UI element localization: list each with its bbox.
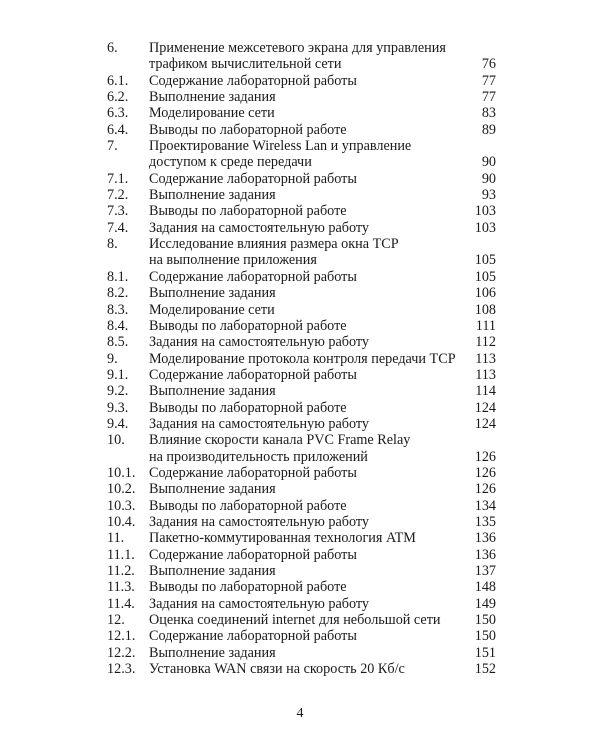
toc-entry [0, 318, 600, 334]
toc-entry-title: Содержание лабораторной работы [149, 72, 357, 89]
toc-entry-page: 150 [474, 612, 496, 629]
toc-entry-title: Задания на самостоятельную работу [149, 595, 369, 612]
toc-entry [0, 171, 600, 187]
toc-entry [0, 351, 600, 367]
toc-entry [0, 302, 600, 318]
toc-entry-number: 8.1. [107, 268, 129, 285]
toc-entry [0, 73, 600, 89]
toc-entry-number: 9.1. [107, 366, 129, 383]
toc-entry [0, 56, 600, 72]
toc-entry-page: 126 [474, 448, 496, 465]
toc-entry-page: 105 [474, 268, 496, 285]
toc-entry [0, 579, 600, 595]
toc-entry-page: 126 [474, 481, 496, 498]
toc-entry [0, 236, 600, 252]
toc-entry [0, 416, 600, 432]
toc-entry-title: Исследование влияния размера окна TCP [149, 236, 399, 253]
page-number: 4 [296, 706, 304, 721]
toc-entry [0, 383, 600, 399]
toc-entry-number: 6.4. [107, 121, 129, 138]
toc-entry [0, 449, 600, 465]
toc-entry-number: 7. [107, 138, 118, 155]
toc-entry-number: 8.2. [107, 285, 129, 302]
toc-entry-number: 6. [107, 40, 118, 56]
toc-entry-number: 12.3. [107, 661, 136, 678]
toc-entry-title: Содержание лабораторной работы [149, 170, 357, 187]
toc-entry-number: 11.4. [107, 595, 135, 612]
toc-entry-number: 11.1. [107, 546, 135, 563]
toc-entry-title: Выводы по лабораторной работе [149, 579, 347, 596]
table-of-contents [0, 40, 600, 677]
toc-entry-number: 6.2. [107, 89, 129, 106]
toc-entry [0, 367, 600, 383]
toc-entry-page: 150 [474, 628, 496, 645]
toc-entry-title: Задания на самостоятельную работу [149, 219, 369, 236]
toc-entry [0, 105, 600, 121]
toc-entry [0, 285, 600, 301]
toc-entry-title: Моделирование сети [149, 105, 275, 122]
toc-entry-page: 103 [474, 203, 496, 220]
toc-entry-page: 149 [474, 595, 496, 612]
toc-entry-title: Выводы по лабораторной работе [149, 203, 347, 220]
toc-entry [0, 530, 600, 546]
toc-entry-page: 76 [481, 56, 496, 73]
toc-entry-number: 10.2. [107, 481, 136, 498]
toc-entry-page: 136 [474, 530, 496, 547]
toc-entry-number: 6.1. [107, 72, 129, 89]
toc-entry-number: 12.2. [107, 644, 136, 661]
toc-entry [0, 596, 600, 612]
toc-entry-title: на производительность приложений [149, 448, 368, 465]
toc-entry-title: доступом к среде передачи [149, 154, 312, 171]
toc-entry-page: 126 [474, 464, 496, 481]
toc-entry [0, 645, 600, 661]
toc-entry [0, 138, 600, 154]
toc-entry-number: 9.3. [107, 399, 129, 416]
toc-entry-number: 7.2. [107, 187, 129, 204]
toc-entry-page: 136 [474, 546, 496, 563]
toc-entry-number: 8.4. [107, 317, 129, 334]
toc-entry-page: 148 [474, 579, 496, 596]
toc-entry [0, 498, 600, 514]
toc-entry-title: трафиком вычислительной сети [149, 56, 342, 73]
toc-entry-page: 111 [475, 317, 496, 334]
toc-entry [0, 154, 600, 170]
toc-entry-page: 113 [475, 366, 496, 383]
toc-entry [0, 481, 600, 497]
toc-entry-number: 8.3. [107, 301, 129, 318]
toc-entry-number: 7.1. [107, 170, 129, 187]
toc-entry-title: Содержание лабораторной работы [149, 464, 357, 481]
toc-entry-number: 10. [107, 432, 125, 449]
toc-entry-title: Выводы по лабораторной работе [149, 497, 347, 514]
toc-entry-number: 7.3. [107, 203, 129, 220]
toc-entry-page: 137 [474, 563, 496, 579]
toc-entry-page: 89 [481, 121, 496, 138]
toc-entry-page: 93 [481, 187, 496, 204]
toc-entry-number: 12.1. [107, 628, 136, 645]
toc-entry-page: 90 [481, 154, 496, 171]
toc-entry-page: 124 [474, 415, 496, 432]
toc-entry-title: Моделирование протокола контроля передачи TCP [149, 350, 456, 367]
toc-entry-number: 9.2. [107, 383, 129, 400]
toc-entry-page: 152 [474, 661, 496, 678]
toc-entry-page: 106 [474, 285, 496, 302]
toc-entry [0, 187, 600, 203]
toc-entry [0, 269, 600, 285]
toc-entry [0, 628, 600, 644]
toc-entry-title: Проектирование Wireless Lan и управление [149, 138, 412, 155]
toc-entry-page: 77 [481, 89, 496, 106]
toc-entry-title: Задания на самостоятельную работу [149, 415, 369, 432]
toc-entry-page: 103 [474, 219, 496, 236]
toc-entry [0, 514, 600, 530]
toc-entry [0, 612, 600, 628]
toc-entry-number: 8.5. [107, 334, 129, 351]
toc-entry-number: 11.2. [107, 563, 135, 579]
toc-entry-title: Содержание лабораторной работы [149, 268, 357, 285]
toc-entry-number: 9. [107, 350, 118, 367]
toc-entry-title: Содержание лабораторной работы [149, 366, 357, 383]
toc-entry-page: 105 [474, 252, 496, 269]
toc-entry [0, 203, 600, 219]
toc-entry-title: Выполнение задания [149, 481, 276, 498]
toc-entry-title: на выполнение приложения [149, 252, 317, 269]
toc-entry-page: 124 [474, 399, 496, 416]
toc-entry-page: 90 [481, 170, 496, 187]
toc-entry [0, 547, 600, 563]
toc-entry [0, 432, 600, 448]
toc-entry-title: Задания на самостоятельную работу [149, 334, 369, 351]
toc-entry [0, 252, 600, 268]
toc-entry-number: 10.3. [107, 497, 136, 514]
toc-entry [0, 661, 600, 677]
toc-entry-number: 7.4. [107, 219, 129, 236]
toc-entry-title: Задания на самостоятельную работу [149, 513, 369, 530]
toc-entry-title: Оценка соединений internet для небольшой сети [149, 612, 441, 629]
toc-entry-title: Установка WAN связи на скорость 20 Кб/с [149, 661, 405, 678]
toc-entry-number: 11. [107, 530, 125, 547]
toc-entry-page: 77 [481, 72, 496, 89]
toc-entry-title: Выполнение задания [149, 383, 276, 400]
toc-entry-title: Пакетно-коммутированная технология ATM [149, 530, 416, 547]
toc-entry-number: 6.3. [107, 105, 129, 122]
toc-entry-page: 134 [474, 497, 496, 514]
toc-entry-page: 83 [481, 105, 496, 122]
toc-entry [0, 465, 600, 481]
toc-entry-page: 135 [474, 513, 496, 530]
toc-entry-title: Содержание лабораторной работы [149, 546, 357, 563]
toc-entry-title: Выполнение задания [149, 285, 276, 302]
toc-entry-number: 8. [107, 236, 118, 253]
toc-entry-title: Применение межсетевого экрана для управления [149, 40, 446, 56]
toc-entry-page: 151 [474, 644, 496, 661]
toc-entry-title: Выполнение задания [149, 563, 276, 579]
toc-entry-page: 114 [475, 383, 496, 400]
toc-entry [0, 400, 600, 416]
toc-entry-page: 112 [475, 334, 496, 351]
toc-entry-number: 10.4. [107, 513, 136, 530]
toc-entry [0, 122, 600, 138]
toc-entry-title: Содержание лабораторной работы [149, 628, 357, 645]
toc-entry-title: Выполнение задания [149, 89, 276, 106]
toc-entry-title: Выводы по лабораторной работе [149, 121, 347, 138]
toc-entry-title: Выводы по лабораторной работе [149, 399, 347, 416]
toc-entry [0, 334, 600, 350]
toc-entry-title: Выполнение задания [149, 187, 276, 204]
toc-entry-number: 10.1. [107, 464, 136, 481]
toc-entry-page: 113 [475, 350, 496, 367]
toc-entry [0, 563, 600, 579]
toc-entry [0, 89, 600, 105]
toc-entry [0, 220, 600, 236]
toc-entry-number: 11.3. [107, 579, 135, 596]
toc-entry-number: 12. [107, 612, 125, 629]
toc-entry-page: 108 [474, 301, 496, 318]
toc-entry-title: Влияние скорости канала PVC Frame Relay [149, 432, 411, 449]
toc-entry-number: 9.4. [107, 415, 129, 432]
toc-entry-title: Моделирование сети [149, 301, 275, 318]
toc-entry-title: Выполнение задания [149, 644, 276, 661]
toc-entry-title: Выводы по лабораторной работе [149, 317, 347, 334]
toc-entry [0, 40, 600, 56]
